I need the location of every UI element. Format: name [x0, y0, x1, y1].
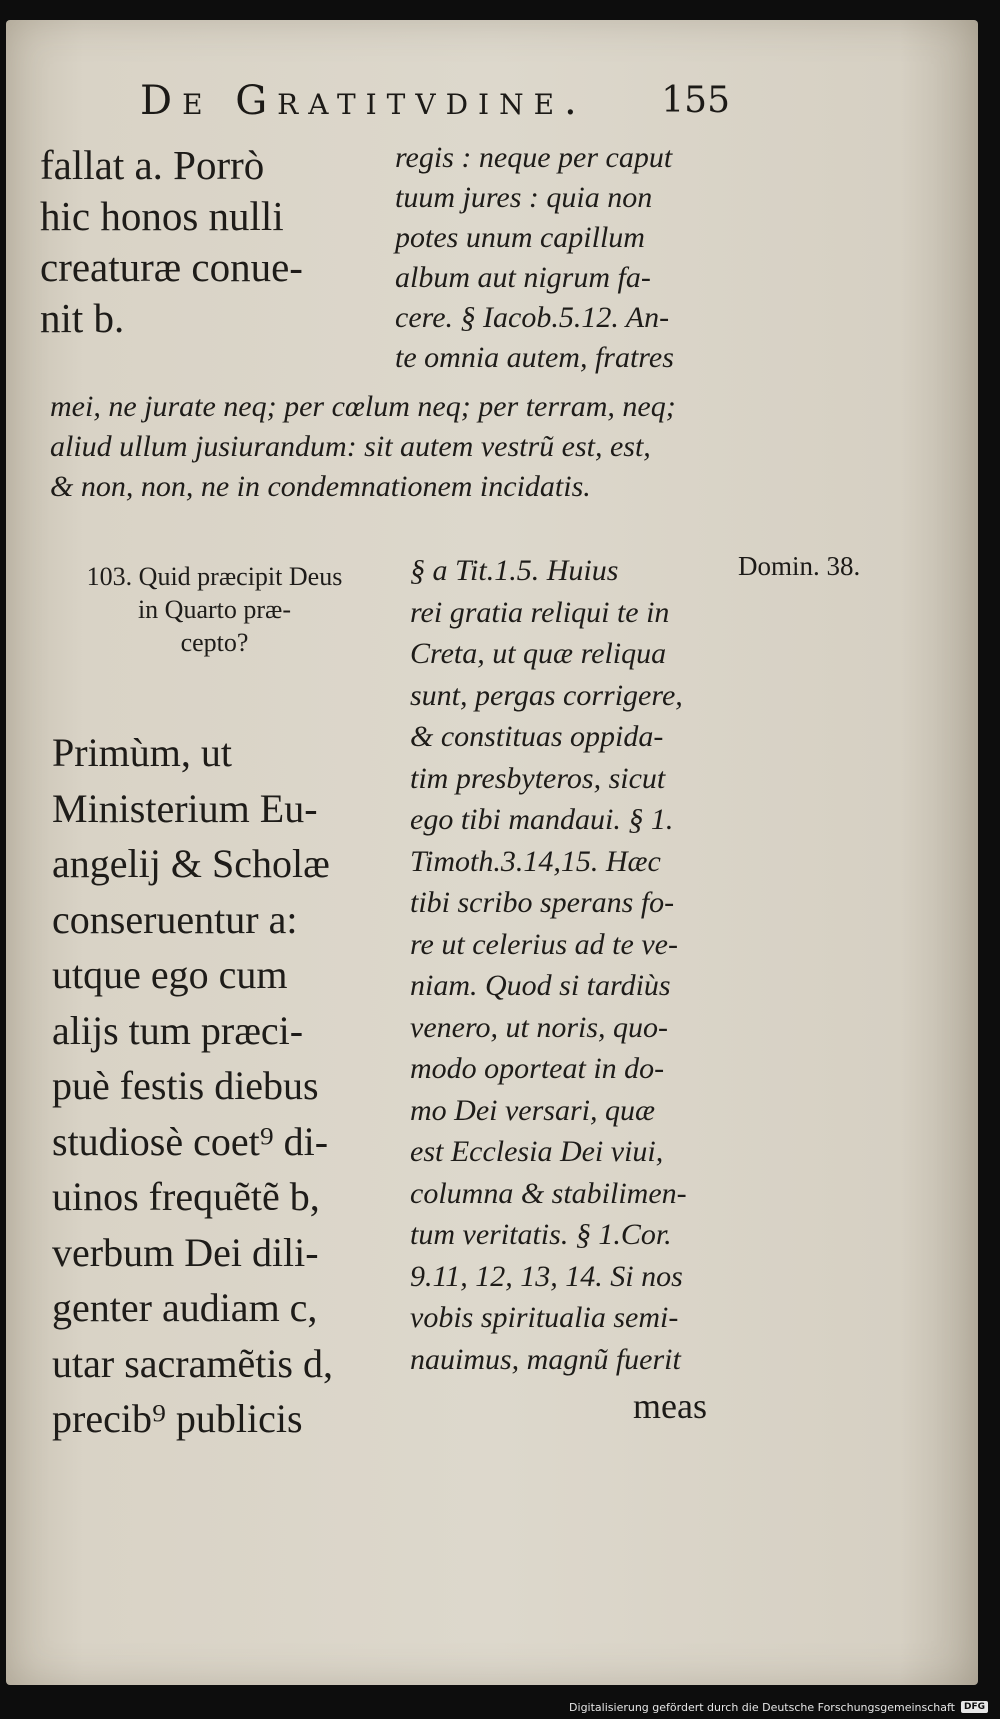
text-line: hic honos nulli: [40, 193, 284, 239]
text-line: utar sacramẽtis d,: [52, 1340, 333, 1386]
text-line: regis : neque per caput: [395, 141, 673, 174]
text-line: tum veritatis. § 1.Cor.: [410, 1218, 672, 1251]
text-line: te omnia autem, fratres: [395, 341, 674, 374]
text-line: verbum Dei dili-: [52, 1229, 319, 1275]
text-line: § a Tit.1.5. Huius: [410, 554, 619, 587]
question-line: cepto?: [180, 628, 249, 657]
text-line: columna & stabilimen-: [410, 1176, 687, 1210]
top-right-scripture-block: [395, 138, 730, 378]
catchword: meas: [633, 1386, 707, 1426]
text-line: alijs tum præci-: [52, 1007, 304, 1053]
text-line: Ministerium Eu-: [52, 785, 318, 831]
text-line: est Ecclesia Dei viui,: [410, 1135, 664, 1168]
text-line: mei, ne jurate neq; per cœlum neq; per terram, neq;: [50, 390, 676, 423]
text-line: re ut celerius ad te ve-: [410, 927, 678, 961]
page-number: 155: [661, 80, 730, 121]
text-line: rei gratia reliqui te in: [410, 595, 670, 629]
text-line: niam. Quod si tardiùs: [410, 969, 671, 1002]
text-line: Timoth.3.14,15. Hæc: [410, 844, 661, 878]
text-line: potes unum capillum: [395, 221, 645, 254]
text-line: Creta, ut quæ reliqua: [410, 637, 667, 670]
full-width-scripture-block: [50, 387, 740, 507]
text-line: vobis spiritualia semi-: [410, 1301, 679, 1334]
text-line: tim presbyteros, sicut: [410, 761, 666, 795]
running-header: [140, 78, 730, 128]
question-heading: [52, 560, 377, 659]
answer-text-block: [52, 725, 382, 1447]
question-line: in Quarto præ-: [137, 595, 292, 624]
text-line: & constituas oppida-: [410, 720, 664, 753]
text-line: modo oporteat in do-: [410, 1052, 665, 1085]
text-line: utque ego cum: [52, 952, 288, 997]
scripture-references-block: [410, 550, 735, 1380]
text-line: cere. § Iacob.5.12. An-: [395, 301, 670, 334]
text-line: conseruentur a:: [52, 896, 298, 942]
text-line: album aut nigrum fa-: [395, 261, 651, 294]
dfg-logo-icon: DFG: [961, 1701, 988, 1713]
text-line: mo Dei versari, quæ: [410, 1093, 655, 1127]
text-line: 9.11, 12, 13, 14. Si nos: [410, 1259, 683, 1293]
text-line: studiosè coet⁹ di-: [52, 1118, 329, 1164]
footer-credit: Digitalisierung gefördert durch die Deutsche Forschungsgemeinschaft: [569, 1700, 955, 1714]
text-line: ego tibi mandaui. § 1.: [410, 803, 674, 836]
text-line: nauimus, magnũ fuerit: [410, 1342, 681, 1376]
text-line: creaturæ conue-: [40, 244, 303, 290]
text-line: & non, non, ne in condemnationem incidatis.: [50, 470, 591, 503]
question-line: 103. Quid præcipit Deus: [86, 562, 343, 591]
text-line: fallat a. Porrò: [40, 142, 265, 188]
text-line: angelij & Scholæ: [52, 841, 330, 886]
text-line: tuum jures : quia non: [395, 181, 653, 214]
text-line: Primùm, ut: [52, 730, 233, 775]
text-line: precib⁹ publicis: [52, 1396, 303, 1441]
text-line: aliud ullum jusiurandum: sit autem vestrũ est, est,: [50, 430, 651, 463]
text-line: uinos frequẽtẽ b,: [52, 1174, 320, 1219]
text-line: venero, ut noris, quo-: [410, 1010, 669, 1044]
text-line: nit b.: [40, 295, 125, 341]
digitization-footer: [569, 1698, 988, 1716]
text-line: tibi scribo sperans fo-: [410, 886, 675, 919]
top-left-text-block: [40, 140, 370, 344]
text-line: sunt, pergas corrigere,: [410, 678, 683, 712]
margin-note: Domin. 38.: [738, 551, 861, 581]
text-line: genter audiam c,: [52, 1285, 318, 1330]
running-title: De Gratitvdine.: [140, 78, 587, 124]
text-line: puè festis diebus: [52, 1063, 319, 1108]
